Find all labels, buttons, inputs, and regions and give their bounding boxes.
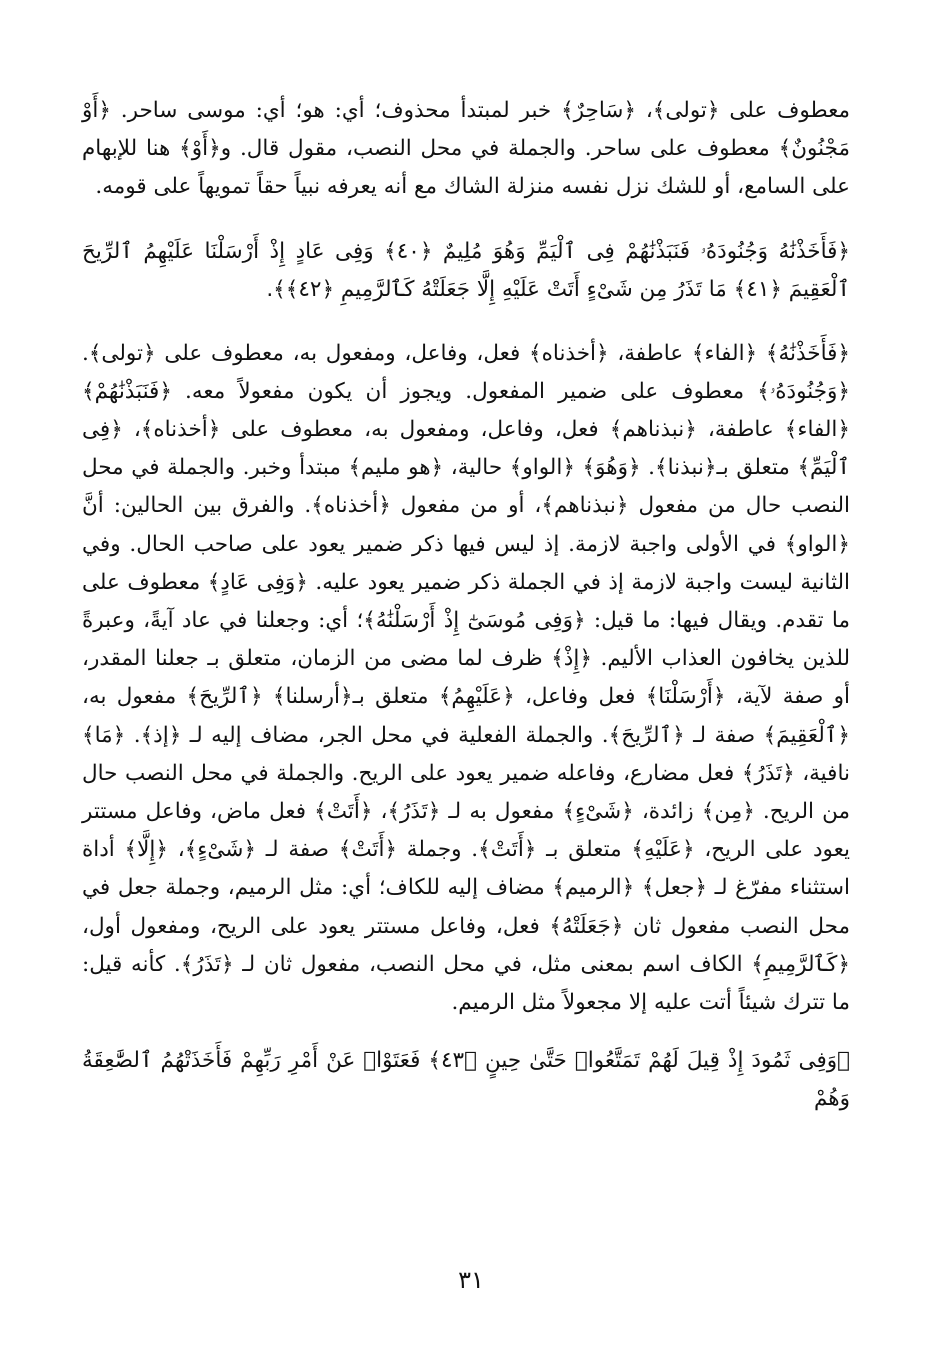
- page-number: ٣١: [458, 1266, 484, 1294]
- page-body: [82, 92, 850, 1118]
- quran-verse-block-2: ﴿وَفِى ثَمُودَ إِذْ قِيلَ لَهُمْ تَمَتَّعُوا۟ حَتَّىٰ حِينٍ ﴿٤٣﴾ فَعَتَوْا۟ عَنْ أَمْرِ رَبِّهِمْ فَأَخَذَتْهُمُ ٱلصَّٰعِقَةُ وَهُمْ: [82, 1048, 851, 1112]
- commentary-paragraph-1: معطوف على ﴿تولى﴾، ﴿سَاحِرٌ﴾ خبر لمبتدأ محذوف؛ أي: هو؛ أي: موسى ساحر. ﴿أَوْ مَجْنُونٌ﴾ معطوف على ساحر. والجملة في محل النصب، مقول قال. و﴿أَوْ﴾ هنا للإبهام على السامع، أو للشك نزل نفسه منزلة الشاك مع أنه يعرفه نبياً حقاً تمويهاً على قومه.: [82, 98, 850, 200]
- quran-verse-block-1: ﴿فَأَخَذْنَٰهُ وَجُنُودَهُۥ فَنَبَذْنَٰهُمْ فِى ٱلْيَمِّ وَهُوَ مُلِيمٌ ﴿٤٠﴾ وَفِى عَادٍ إِذْ أَرْسَلْنَا عَلَيْهِمُ ٱلرِّيحَ ٱلْعَقِيمَ ﴿٤١﴾ مَا تَذَرُ مِن شَىْءٍ أَتَتْ عَلَيْهِ إِلَّا جَعَلَتْهُ كَٱلرَّمِيمِ ﴿٤٢﴾﴾.: [82, 238, 850, 302]
- spacer: [82, 309, 850, 335]
- spacer: [82, 1022, 850, 1042]
- commentary-paragraph-2: ﴿فَأَخَذْنَٰهُ﴾ ﴿الفاء﴾ عاطفة، ﴿أخذناه﴾ فعل، وفاعل، ومفعول به، معطوف على ﴿تولى﴾. ﴿وَجُنُودَهُۥ﴾ معطوف على ضمير المفعول. ويجوز أن يكون مفعولاً معه. ﴿فَنَبَذْنَٰهُمْ﴾ ﴿الفاء﴾ عاطفة، ﴿نبذناهم﴾ فعل، وفاعل، ومفعول به، معطوف على ﴿أخذناه﴾، ﴿فِى ٱلْيَمِّ﴾ متعلق بـ﴿نبذنا﴾. ﴿وَهُوَ﴾ ﴿الواو﴾ حالية، ﴿هو مليم﴾ مبتدأ وخبر. والجملة في محل النصب حال من مفعول ﴿نبذناهم﴾، أو من مفعول ﴿أخذناه﴾. والفرق بين الحالين: أنَّ ﴿الواو﴾ في الأولى واجبة لازمة. إذ ليس فيها ذكر ضمير يعود على صاحب الحال. وفي الثانية ليست واجبة لازمة إذ في الجملة ذكر ضمير يعود عليه. ﴿وَفِى عَادٍ﴾ معطوف على ما تقدم. ويقال فيها: ما قيل: ﴿وَفِى مُوسَىٰٓ إِذْ أَرْسَلْنَٰهُ﴾؛ أي: وجعلنا في عاد آيةً، وعبرةً للذين يخافون العذاب الأليم. ﴿إِذْ﴾ ظرف لما مضى من الزمان، متعلق بـ جعلنا المقدر، أو صفة لآية، ﴿أَرْسَلْنَا﴾ فعل وفاعل، ﴿عَلَيْهِمُ﴾ متعلق بـ﴿أرسلنا﴾ ﴿ٱلرِّيحَ﴾ مفعول به، ﴿ٱلْعَقِيمَ﴾ صفة لـ ﴿ٱلرِّيحَ﴾. والجملة الفعلية في محل الجر، مضاف إليه لـ ﴿إذ﴾. ﴿مَا﴾ نافية، ﴿تَذَرُ﴾ فعل مضارع، وفاعله ضمير يعود على الريح. والجملة في محل النصب حال من الريح. ﴿مِن﴾ زائدة، ﴿شَىْءٍ﴾ مفعول به لـ ﴿تَذَرُ﴾، ﴿أَتَتْ﴾ فعل ماض، وفاعل مستتر يعود على الريح، ﴿عَلَيْهِ﴾ متعلق بـ ﴿أَتَتْ﴾. وجملة ﴿أَتَتْ﴾ صفة لـ ﴿شَىْءٍ﴾، ﴿إِلَّا﴾ أداة استثناء مفرّغ لـ ﴿جعل﴾ ﴿الرميم﴾ مضاف إليه للكاف؛ أي: مثل الرميم، وجملة جعل في محل النصب مفعول ثان ﴿جَعَلَتْهُ﴾ فعل، وفاعل مستتر يعود على الريح، ومفعول أول، ﴿كَٱلرَّمِيمِ﴾ الكاف اسم بمعنى مثل، في محل النصب، مفعول ثان لـ ﴿تَذَرُ﴾. كأنه قيل: ما تترك شيئاً أتت عليه إلا مجعولاً مثل الرميم.: [82, 340, 850, 1016]
- spacer: [82, 207, 850, 233]
